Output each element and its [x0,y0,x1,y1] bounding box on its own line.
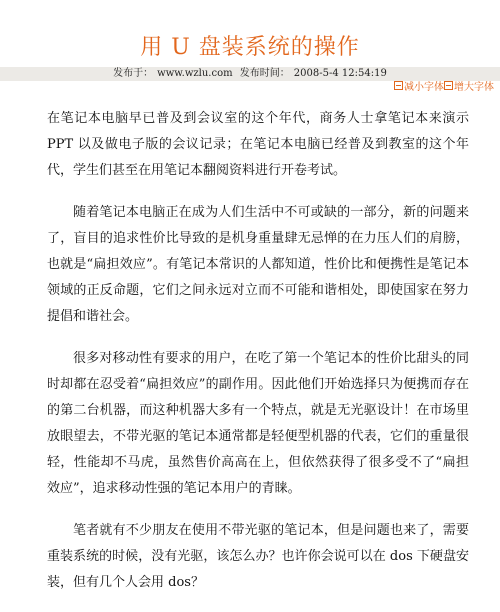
paragraph: 在笔记本电脑早已普及到会议室的这个年代，商务人士拿笔记本来演示 PPT 以及做电子版的会议记录；在笔记本电脑已经普及到教室的这个年代，学生们甚至在用笔记本翻阅资料进行开卷考试。 [47,111,469,178]
increase-font-button[interactable] [444,82,494,93]
paragraph: 很多对移动性有要求的用户，在吃了第一个笔记本的性价比甜头的同时却都在忍受着“扁担效应”的副作用。因此他们开始选择只为便携而存在的第二台机器，而这种机器大多有一个特点，就是无光驱设计！在市场里放眼望去，不带光驱的笔记本通常都是轻便型机器的代表，它们的重量很轻，性能却不马虎，虽然售价高高在上，但依然获得了很多受不了“扁担效应”，追求移动性强的笔记本用户的青睐。 [47,351,469,496]
publish-info [0,67,500,81]
publish-time: 2008-5-4 12:54:19 [293,68,387,79]
site-name: www.wzlu.com [157,68,233,79]
paragraph: 笔者就有不少朋友在使用不带光驱的笔记本，但是问题也来了，需要重装系统的时候，没有光驱，该怎么办？也许你会说可以在 dos 下硬盘安装，但有几个人会用 dos？ [47,523,469,590]
minus-box-icon [394,81,403,90]
font-size-controls [394,81,494,95]
decrease-font-button[interactable] [394,82,444,93]
decrease-font-label: 减小字体 [404,82,444,93]
article-body [47,106,469,612]
page-title: 用 U 盘装系统的操作 [140,35,360,60]
published-label: 发布于： [113,68,154,79]
increase-font-label: 增大字体 [454,82,494,93]
paragraph: 随着笔记本电脑正在成为人们生活中不可或缺的一部分，新的问题来了，盲目的追求性价比导致的是机身重量肆无忌惮的在力压人们的肩膀，也就是“扁担效应”。有笔记本常识的人都知道，性价比和便携性是笔记本领域的正反命题，它们之间永远对立而不可能和谐相处，即使国家在努力提倡和谐社会。 [47,205,469,324]
plus-box-icon [444,81,453,90]
time-label: 发布时间： [239,68,290,79]
